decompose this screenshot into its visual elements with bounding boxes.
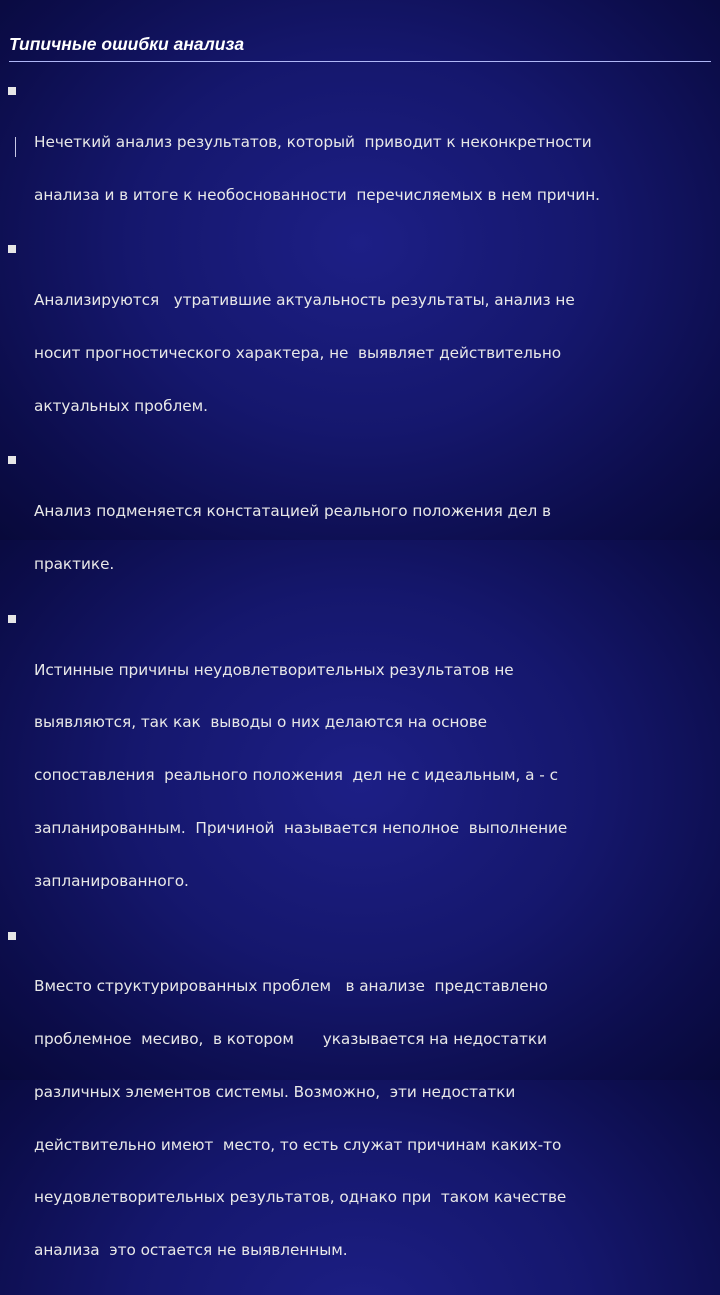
bullet-4-line-4: запланированным. Причиной называется неполное выполнение [34, 818, 568, 837]
bullet-item-5 [0, 926, 700, 1295]
bullet-5-line-6: анализа это остается не выявленным. [34, 1241, 348, 1260]
bullet-3-line-2: практике. [34, 555, 115, 574]
bullet-1-line-1: Нечеткий анализ результатов, который приводит к неконкретности [34, 132, 592, 151]
bullet-4-line-3: сопоставления реального положения дел не с идеальным, а - с [34, 766, 558, 785]
square-bullet-icon [8, 615, 16, 623]
square-bullet-icon [8, 456, 16, 464]
bullet-1-line-2: анализа и в итоге к необоснованности перечисляемых в нем причин. [34, 185, 600, 204]
bullet-list [0, 81, 700, 1295]
bullet-item-4 [0, 609, 700, 926]
bullet-item-1 [0, 81, 700, 239]
slide-title: Типичные ошибки анализа [9, 34, 245, 54]
bullet-4-line-1: Истинные причины неудовлетворительных результатов не [34, 660, 514, 679]
bullet-5-line-3: различных элементов системы. Возможно, эти недостатки [34, 1082, 516, 1101]
bullet-5-line-2: проблемное месиво, в котором указывается на недостатки [34, 1030, 547, 1049]
bullet-5-line-4: действительно имеют место, то есть служат причинам каких-то [34, 1135, 562, 1154]
bullet-4-line-2: выявляются, так как выводы о них делаются на основе [34, 713, 488, 732]
bullet-item-2 [0, 239, 700, 450]
bullet-5-line-1: Вместо структурированных проблем в анализе представлено [34, 977, 548, 996]
bullet-4-line-5: запланированного. [34, 871, 189, 890]
title-divider [9, 61, 711, 62]
square-bullet-icon [8, 245, 16, 253]
bullet-5-line-5: неудовлетворительных результатов, однако при таком качестве [34, 1188, 567, 1207]
square-bullet-icon [8, 87, 16, 95]
bullet-2-line-3: актуальных проблем. [34, 396, 208, 415]
bullet-2-line-1: Анализируются утратившие актуальность результаты, анализ не [34, 291, 575, 310]
bullet-3-line-1: Анализ подменяется констатацией реального положения дел в [34, 502, 551, 521]
bullet-item-3 [0, 450, 700, 608]
bullet-2-line-2: носит прогностического характера, не выявляет действительно [34, 343, 562, 362]
square-bullet-icon [8, 932, 16, 940]
